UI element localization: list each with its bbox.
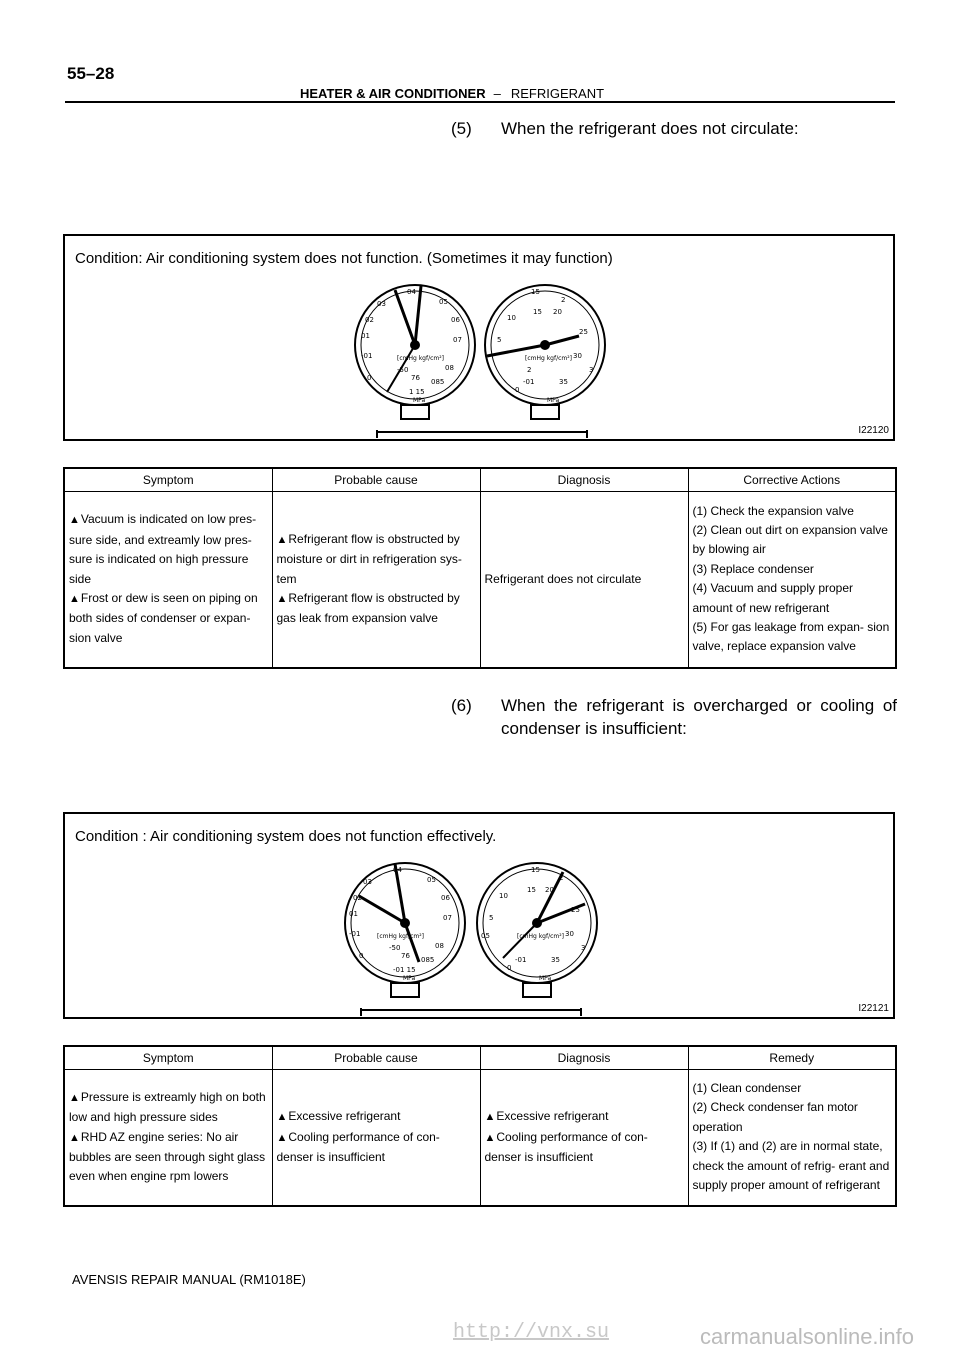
cause-cell	[272, 1070, 480, 1206]
svg-text:05: 05	[439, 298, 448, 306]
svg-text:15: 15	[533, 308, 542, 316]
step-6-heading	[451, 694, 897, 742]
svg-text:[cmHg kgf/cm²]: [cmHg kgf/cm²]	[517, 933, 565, 940]
svg-text:15: 15	[531, 288, 540, 296]
diagnosis-cell	[480, 1070, 688, 1206]
svg-text:03: 03	[377, 300, 386, 308]
remedy-item: (1) Clean condenser	[692, 1081, 802, 1096]
symptom-item: ▲ Frost or dew is seen on piping on both sides of condenser or expan- sion valve	[69, 589, 268, 648]
svg-text:07: 07	[443, 914, 452, 922]
svg-text:0: 0	[515, 386, 520, 394]
figure-i22121	[63, 812, 895, 1019]
figure-condition: Condition: Air conditioning system does not function. (Sometimes it may function)	[75, 250, 613, 267]
subsection-title: REFRIGERANT	[510, 86, 605, 101]
svg-text:5: 5	[489, 914, 494, 922]
symptom-cell	[64, 1070, 272, 1206]
col-remedy: Remedy	[688, 1046, 896, 1070]
svg-text:06: 06	[441, 894, 450, 902]
watermark-link[interactable]: http://vnx.su	[453, 1321, 610, 1344]
col-probable-cause: Probable cause	[272, 1046, 480, 1070]
svg-text:3: 3	[589, 366, 594, 374]
step-5-number: (5)	[451, 119, 472, 138]
footer-manual-id: AVENSIS REPAIR MANUAL (RM1018E)	[72, 1272, 306, 1287]
col-probable-cause: Probable cause	[272, 468, 480, 492]
svg-text:3: 3	[581, 944, 586, 952]
symptom-item: ▲ RHD AZ engine series: No air bubbles are seen through sight glass even when engine rpm lowers	[69, 1128, 268, 1187]
watermark-site: carmanualsonline.info	[700, 1324, 915, 1349]
diagnosis-table-5	[63, 467, 897, 669]
action-item: (3) Replace condenser	[692, 561, 814, 576]
svg-text:[cmHg kgf/cm²]: [cmHg kgf/cm²]	[397, 355, 445, 362]
svg-text:-01: -01	[361, 352, 373, 360]
svg-text:35: 35	[559, 378, 568, 386]
svg-text:1 15: 1 15	[409, 388, 425, 396]
svg-text:15: 15	[527, 886, 536, 894]
col-corrective-actions: Corrective Actions	[688, 468, 896, 492]
cause-item: ▲ Refrigerant flow is obstructed by moisture or dirt in refrigeration sys- tem	[277, 530, 476, 589]
svg-text:35: 35	[551, 956, 560, 964]
svg-text:-01: -01	[523, 378, 535, 386]
svg-text:0: 0	[367, 374, 372, 382]
svg-text:01: 01	[349, 910, 358, 918]
svg-text:5: 5	[497, 336, 502, 344]
svg-text:2: 2	[559, 874, 564, 882]
svg-text:15: 15	[531, 866, 540, 874]
svg-text:76: 76	[411, 374, 420, 382]
svg-text:10: 10	[499, 892, 508, 900]
svg-text:[cmHg kgf/cm²]: [cmHg kgf/cm²]	[525, 355, 573, 362]
figure-id: I22121	[858, 1003, 889, 1014]
col-symptom: Symptom	[64, 468, 272, 492]
figure-i22120	[63, 234, 895, 441]
remedy-item: (2) Check condenser fan motor operation	[692, 1100, 858, 1134]
step-5-text: When the refrigerant does not circulate:	[501, 119, 799, 138]
svg-text:-01: -01	[515, 956, 527, 964]
svg-text:30: 30	[573, 352, 582, 360]
svg-text:MPa: MPa	[413, 397, 426, 404]
cause-item: ▲ Refrigerant flow is obstructed by gas leak from expansion valve	[277, 589, 476, 629]
svg-text:-01 15: -01 15	[393, 966, 416, 974]
svg-text:25: 25	[571, 906, 580, 914]
page-number: 55–28	[67, 64, 115, 83]
svg-text:08: 08	[445, 364, 454, 372]
svg-text:-50: -50	[397, 366, 409, 374]
symptom-item: ▲ Vacuum is indicated on low pres- sure side, and extreamly low pres- sure is indicated on high pressure side	[69, 510, 268, 589]
manifold-gauges-illustration	[347, 280, 627, 440]
svg-text:04: 04	[393, 866, 402, 874]
actions-cell	[688, 492, 896, 668]
figure-id: I22120	[858, 425, 889, 436]
step-6-text: When the refrigerant is overcharged or cooling of condenser is insufficient:	[501, 696, 897, 738]
diagnosis-cell: Refrigerant does not circulate	[480, 492, 688, 668]
svg-text:[cmHg kgf/cm²]: [cmHg kgf/cm²]	[377, 933, 425, 940]
svg-text:02: 02	[353, 894, 362, 902]
svg-text:085: 085	[431, 378, 445, 386]
manifold-gauges-illustration	[337, 858, 627, 1018]
col-diagnosis: Diagnosis	[480, 468, 688, 492]
svg-text:10: 10	[507, 314, 516, 322]
action-item: (4) Vacuum and supply proper amount of new refrigerant	[692, 581, 854, 615]
step-5-heading	[451, 117, 897, 141]
svg-text:-01: -01	[349, 930, 361, 938]
svg-text:01: 01	[361, 332, 370, 340]
diagnosis-table-6	[63, 1045, 897, 1207]
svg-text:05: 05	[481, 932, 490, 940]
step-6-number: (6)	[451, 696, 472, 715]
figure-condition: Condition : Air conditioning system does not function effectively.	[75, 828, 497, 845]
svg-text:20: 20	[553, 308, 562, 316]
svg-text:0: 0	[359, 952, 364, 960]
header-dash: –	[493, 86, 501, 101]
svg-text:MPa: MPa	[403, 975, 416, 982]
svg-text:25: 25	[579, 328, 588, 336]
remedy-cell	[688, 1070, 896, 1206]
svg-text:0: 0	[507, 964, 512, 972]
svg-text:06: 06	[451, 316, 460, 324]
col-diagnosis: Diagnosis	[480, 1046, 688, 1070]
svg-text:02: 02	[365, 316, 374, 324]
remedy-item: (3) If (1) and (2) are in normal state, check the amount of refrig- erant and supply proper amount of refrigerant	[692, 1139, 890, 1193]
action-item: (5) For gas leakage from expan- sion valve, replace expansion valve	[692, 620, 890, 654]
svg-text:MPa: MPa	[539, 975, 552, 982]
svg-text:76: 76	[401, 952, 410, 960]
svg-text:20: 20	[545, 886, 554, 894]
svg-text:2: 2	[527, 366, 532, 374]
cause-item: ▲ Excessive refrigerant	[277, 1107, 476, 1127]
symptom-cell	[64, 492, 272, 668]
col-symptom: Symptom	[64, 1046, 272, 1070]
action-item: (2) Clean out dirt on expansion valve by blowing air	[692, 523, 888, 557]
svg-text:MPa: MPa	[547, 397, 560, 404]
svg-text:05: 05	[427, 876, 436, 884]
action-item: (1) Check the expansion valve	[692, 503, 854, 518]
svg-text:03: 03	[363, 878, 372, 886]
diagnosis-item: ▲ Cooling performance of con- denser is insufficient	[485, 1128, 684, 1168]
svg-text:08: 08	[435, 942, 444, 950]
cause-cell	[272, 492, 480, 668]
svg-text:30: 30	[565, 930, 574, 938]
svg-text:07: 07	[453, 336, 462, 344]
svg-text:-50: -50	[389, 944, 401, 952]
running-header	[300, 86, 604, 101]
diagnosis-item: ▲ Excessive refrigerant	[485, 1107, 684, 1127]
svg-text:04: 04	[407, 288, 416, 296]
cause-item: ▲ Cooling performance of con- denser is insufficient	[277, 1128, 476, 1168]
svg-text:085: 085	[421, 956, 435, 964]
section-title: HEATER & AIR CONDITIONER	[300, 86, 486, 101]
header-rule	[65, 101, 895, 103]
symptom-item: ▲ Pressure is extreamly high on both low and high pressure sides	[69, 1088, 268, 1128]
svg-text:2: 2	[561, 296, 566, 304]
